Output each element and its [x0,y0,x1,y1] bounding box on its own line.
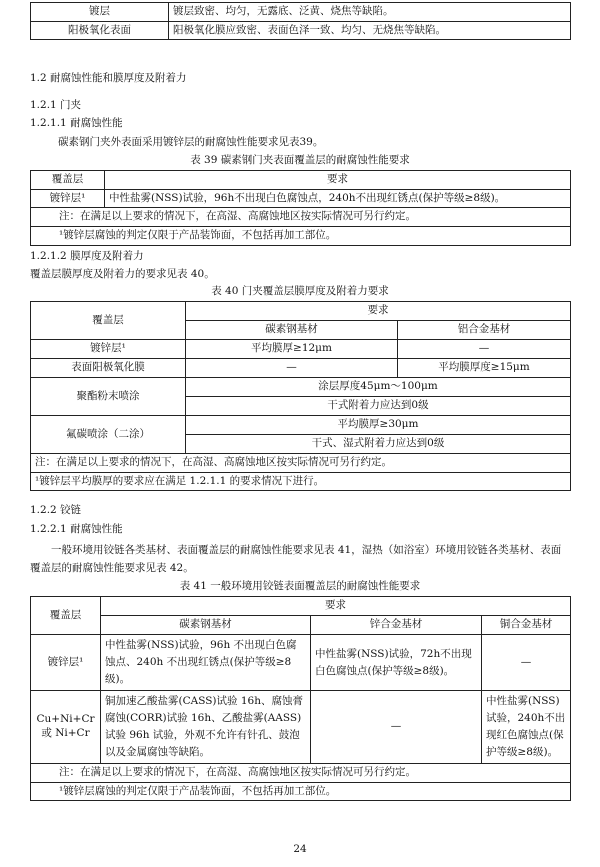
section-1-2-2-1-heading: 1.2.2.1 耐腐蚀性能 [30,523,123,535]
table40-cell: 干式、湿式附着力应达到0级 [186,435,571,454]
table40-cell: 平均膜厚≥12μm [186,340,398,359]
table41-cell: 中性盐雾(NSS)试验，72h不出现白色腐蚀点(保护等级≥8级)。 [311,635,482,691]
table39-header-req: 要求 [105,171,571,190]
table41-note: 注：在满足以上要求的情况下，在高湿、高腐蚀地区按实际情况可另行约定。 [31,764,571,783]
top-row-value: 镀层致密、均匀，无露底、泛黄、烧焦等缺陷。 [169,3,571,22]
table-40 [30,301,571,491]
table39-header-cover: 覆盖层 [31,171,105,190]
table41-row-label: 镀锌层¹ [31,635,101,691]
table39-note: 注：在满足以上要求的情况下，在高湿、高腐蚀地区按实际情况可另行约定。 [31,208,571,227]
table39-caption: 表 39 碳素钢门夹表面覆盖层的耐腐蚀性能要求 [190,154,410,166]
table-39 [30,170,571,246]
table41-header-steel: 碳素钢基材 [101,616,311,635]
table41-cell: — [311,691,482,764]
top-requirements-table [30,2,571,40]
table40-row-label: 表面阳极氧化膜 [31,359,186,378]
table41-cell: 中性盐雾(NSS)试验，240h不出现红色腐蚀点(保护等级≥8级)。 [482,691,571,764]
table39-row-value: 中性盐雾(NSS)试验，96h不出现白色腐蚀点，240h不出现红锈点(保护等级≥8级)。 [105,189,571,208]
table40-cell: 平均膜厚度≥15μm [398,359,571,378]
table41-cell: — [482,635,571,691]
top-row-label: 阳极氧化表面 [31,21,169,40]
table40-cell: 干式附着力应达到0级 [186,397,571,416]
top-row-label: 镀层 [31,3,169,22]
table40-row-label: 聚酯粉末喷涂 [31,378,186,416]
table40-cell: 涂层厚度45μm～100μm [186,378,571,397]
table-41 [30,596,571,801]
table41-cell: 铜加速乙酸盐雾(CASS)试验 16h、腐蚀膏腐蚀(CORR)试验 16h、乙酸盐雾(AASS)试验 96h 试验，外观不允许有针孔、鼓泡以及金属腐蚀等缺陷。 [101,691,311,764]
table41-cell: 中性盐雾(NSS)试验，96h 不出现白色腐蚀点、240h 不出现红锈点(保护等级≥8级)。 [101,635,311,691]
table41-header-req: 要求 [101,597,571,616]
section-1-2-heading: 1.2 耐腐蚀性能和膜厚度及附着力 [30,72,187,84]
section-1-2-2-heading: 1.2.2 铰链 [30,504,82,516]
paragraph-table40-ref: 覆盖层膜厚度及附着力的要求见表 40。 [30,268,215,280]
table41-header-cu: 铜合金基材 [482,616,571,635]
table41-row-label: Cu+Ni+Cr 或 Ni+Cr [31,691,101,764]
table40-cell: — [186,359,398,378]
table41-header-zinc: 锌合金基材 [311,616,482,635]
table40-row-label: 氟碳喷涂（二涂） [31,416,186,454]
table40-cell: — [398,340,571,359]
top-row-value: 阳极氧化膜应致密、表面色泽一致、均匀、无烧焦等缺陷。 [169,21,571,40]
section-1-2-1-1-heading: 1.2.1.1 耐腐蚀性能 [30,117,123,129]
table40-cell: 平均膜厚≥30μm [186,416,571,435]
table40-header-al: 铝合金基材 [398,321,571,340]
table40-header-cover: 覆盖层 [31,302,186,340]
table39-row-label: 镀锌层¹ [31,189,105,208]
table40-header-steel: 碳素钢基材 [186,321,398,340]
section-1-2-1-heading: 1.2.1 门夹 [30,99,82,111]
table41-footnote: ¹镀锌层腐蚀的判定仅限于产品装饰面，不包括再加工部位。 [31,782,571,801]
table41-caption: 表 41 一般环境用铰链表面覆盖层的耐腐蚀性能要求 [179,580,421,592]
table40-footnote: ¹镀锌层平均膜厚的要求应在满足 1.2.1.1 的要求情况下进行。 [31,472,571,491]
table41-header-cover: 覆盖层 [31,597,101,635]
section-1-2-1-2-heading: 1.2.1.2 膜厚度及附着力 [30,250,144,262]
table39-footnote: ¹镀锌层腐蚀的判定仅限于产品装饰面，不包括再加工部位。 [31,226,571,245]
paragraph-table41-ref: 一般环境用铰链各类基材、表面覆盖层的耐腐蚀性能要求见表 41，湿热（如浴室）环境用铰链各类基材、表面覆盖层的耐腐蚀性能要求见表 42。 [30,544,562,574]
page-number: 24 [293,843,307,855]
table40-note: 注：在满足以上要求的情况下，在高湿、高腐蚀地区按实际情况可另行约定。 [31,454,571,473]
table40-row-label: 镀锌层¹ [31,340,186,359]
paragraph-table39-ref: 碳素钢门夹外表面采用镀锌层的耐腐蚀性能要求见表39。 [58,136,324,148]
table40-header-req: 要求 [186,302,571,321]
table40-caption: 表 40 门夹覆盖层膜厚度及附着力要求 [211,285,389,297]
